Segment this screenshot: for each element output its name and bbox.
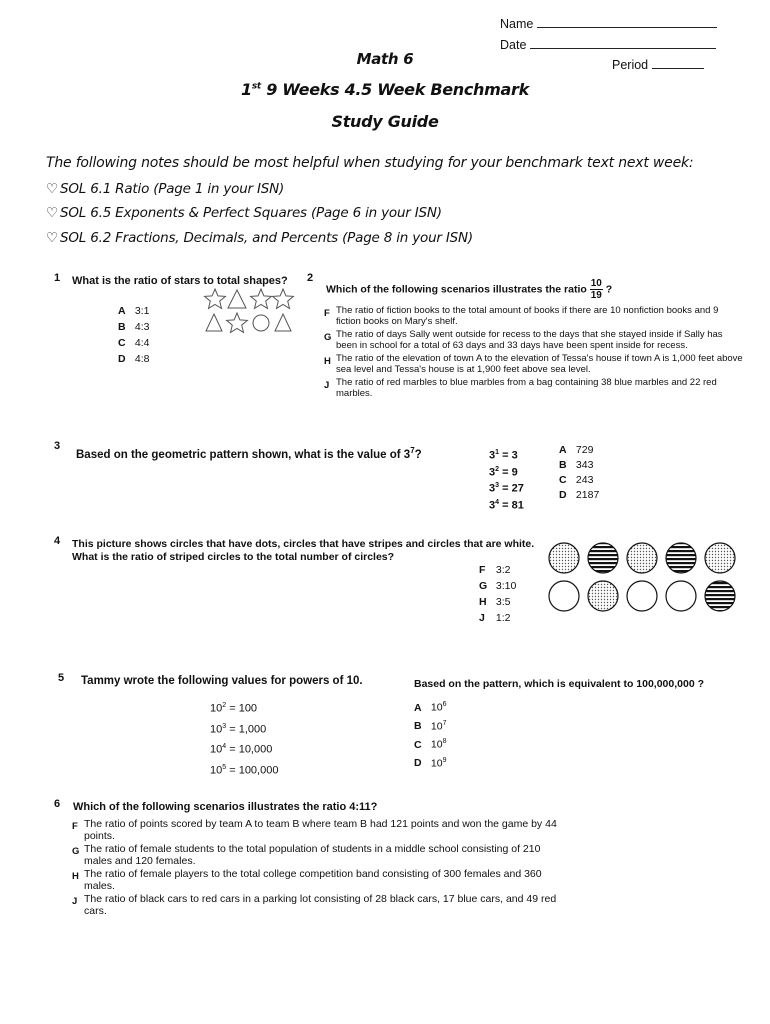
circles-figure xyxy=(546,538,742,616)
question-1-choices xyxy=(118,303,150,367)
name-field[interactable] xyxy=(500,17,717,31)
value-row: $10^5 = 100,000$ xyxy=(210,763,279,777)
white-circle xyxy=(627,581,657,611)
choice-j[interactable]: J The ratio of red marbles to blue marbles from a bag containing 38 blue marbles and 22 red marbles. xyxy=(324,377,717,399)
heart-icon: ♡ xyxy=(46,205,58,221)
value-row: $10^2 = 100$ xyxy=(210,702,258,715)
choice-j[interactable]: J 1:2 xyxy=(479,612,511,624)
dotted-circle xyxy=(549,543,579,573)
date-label: Date xyxy=(500,38,527,52)
circle-shape xyxy=(253,315,269,331)
date-line xyxy=(530,38,716,49)
star-shape xyxy=(205,289,226,308)
choice-j[interactable]: J The ratio of black cars to red cars in a parking lot consisting of 28 black cars, 17 blue cars, and 49 red cars. xyxy=(72,893,557,917)
dotted-circle xyxy=(627,543,657,573)
choice-c[interactable]: C $10^8$ xyxy=(414,738,447,751)
dotted-circle xyxy=(588,581,618,611)
period-label: Period xyxy=(612,58,649,72)
choice-f[interactable]: F 3:2 xyxy=(479,564,511,576)
title-line2: 1st 9 Weeks 4.5 Week Benchmark xyxy=(241,80,529,99)
striped-circle xyxy=(666,543,696,573)
choice-h[interactable]: H The ratio of the elevation of town A to the elevation of Tessa's house if town A is 1,000 feet above sea level and Tessa's house is at 1,900 feet above sea level. xyxy=(324,353,743,375)
triangle-shape xyxy=(206,314,222,331)
star-shape xyxy=(251,289,272,308)
question-6-text: Which of the following scenarios illustrates the ratio 4:11? xyxy=(73,801,378,813)
heart-icon: ♡ xyxy=(46,230,58,246)
question-3-pattern xyxy=(489,446,524,513)
question-6-choices xyxy=(72,818,562,918)
question-4-text: This picture shows circles that have dots, circles that have stripes and circles that are white. What is the ratio of striped circles to the total number of circles? xyxy=(72,538,535,563)
notes-item: ♡ SOL 6.2 Fractions, Decimals, and Percents (Page 8 in your ISN) xyxy=(46,230,473,246)
question-6-number: 6 xyxy=(54,798,61,810)
choice-d[interactable]: D $10^9$ xyxy=(414,756,447,769)
heart-icon: ♡ xyxy=(46,181,58,197)
triangle-shape xyxy=(275,314,291,331)
question-3-number: 3 xyxy=(54,440,61,452)
value-row: $10^4 = 10,000$ xyxy=(210,743,273,756)
choice-g[interactable]: G The ratio of female students to the total population of students in a middle school consisting of 210 males and 120 females. xyxy=(72,843,541,867)
notes-item: ♡ SOL 6.1 Ratio (Page 1 in your ISN) xyxy=(46,181,285,197)
choice-g[interactable]: G The ratio of days Sally went outside for recess to the days that she stayed inside if Sally has been in school for a total of 63 days and 33 days have been spent inside for recess. xyxy=(324,329,723,351)
value-row: $10^3 = 1,000$ xyxy=(210,722,267,736)
pattern-row: $3^4 = 81$ xyxy=(489,498,524,512)
name-line xyxy=(537,17,717,28)
triangle-shape xyxy=(228,290,246,308)
white-circle xyxy=(666,581,696,611)
question-1-number: 1 xyxy=(54,272,61,284)
question-4-number: 4 xyxy=(54,535,61,547)
notes-intro: The following notes should be most helpful when studying for your benchmark text next week: xyxy=(46,155,694,171)
choice-c[interactable]: C 243 xyxy=(559,474,594,486)
question-5-text: Tammy wrote the following values for powers of 10. xyxy=(81,675,363,687)
dotted-circle xyxy=(705,543,735,573)
choice-d[interactable]: D 4:8 xyxy=(118,353,150,365)
star-shape xyxy=(227,313,248,332)
choice-d[interactable]: D 2187 xyxy=(559,489,600,501)
question-5-choices xyxy=(414,697,447,771)
question-2-number: 2 xyxy=(307,272,314,284)
question-2-text: Which of the following scenarios illustrates the ratio $\frac{10}{19}$ ? xyxy=(326,278,613,301)
choice-h[interactable]: H 3:5 xyxy=(479,596,511,608)
pattern-row: $3^1 = 3$ xyxy=(489,449,518,462)
choice-h[interactable]: H The ratio of female players to the total college competition band consisting of 300 females and 360 males. xyxy=(72,868,542,892)
question-4-choices xyxy=(479,562,516,626)
title-line1: Math 6 xyxy=(356,50,414,68)
choice-c[interactable]: C 4:4 xyxy=(118,337,150,349)
choice-f[interactable]: F The ratio of points scored by team A to team B where team B had 121 points and won the game by 44 points. xyxy=(72,818,557,842)
choice-b[interactable]: B $10^7$ xyxy=(414,719,447,732)
choice-a[interactable]: A $10^6$ xyxy=(414,701,447,714)
white-circle xyxy=(549,581,579,611)
star-shape xyxy=(273,289,294,308)
choice-b[interactable]: B 4:3 xyxy=(118,321,150,333)
question-3-choices xyxy=(559,443,599,503)
pattern-row: $3^3 = 27$ xyxy=(489,482,524,495)
choice-b[interactable]: B 343 xyxy=(559,459,594,471)
question-2-choices xyxy=(324,305,744,401)
ratio-fraction: $\frac{10}{19}$ xyxy=(590,278,602,301)
pattern-row: $3^2 = 9$ xyxy=(489,465,518,479)
question-3-text: Based on the geometric pattern shown, what is the value of $3^7$? xyxy=(76,446,422,461)
shapes-figure xyxy=(203,288,295,334)
question-1-text: What is the ratio of stars to total shapes? xyxy=(72,275,288,287)
choice-g[interactable]: G 3:10 xyxy=(479,580,517,592)
striped-circle xyxy=(588,543,618,573)
choice-f[interactable]: F The ratio of fiction books to the total amount of books if there are 10 nonfiction books and 9 fiction books on Mary's shelf. xyxy=(324,305,719,327)
notes-item: ♡ SOL 6.5 Exponents & Perfect Squares (Page 6 in your ISN) xyxy=(46,205,442,221)
question-5-number: 5 xyxy=(58,672,65,684)
choice-a[interactable]: A 729 xyxy=(559,444,594,456)
striped-circle xyxy=(705,581,735,611)
name-label: Name xyxy=(500,17,534,31)
choice-a[interactable]: A 3:1 xyxy=(118,305,150,317)
question-5-values xyxy=(210,697,278,780)
title-line3: Study Guide xyxy=(331,112,439,131)
question-5-text-2: Based on the pattern, which is equivalent to 100,000,000 ? xyxy=(414,678,705,690)
